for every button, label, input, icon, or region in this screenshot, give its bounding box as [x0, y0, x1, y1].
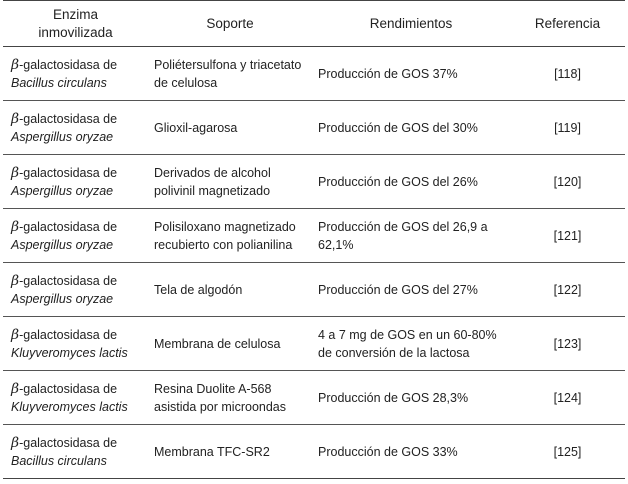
yield-cell: Producción de GOS 37% [312, 47, 510, 101]
enzyme-name [11, 110, 142, 128]
enzyme-name [11, 434, 142, 452]
enzyme-cell [3, 47, 148, 101]
enzyme-cell [3, 101, 148, 155]
reference-cell: [121] [510, 209, 625, 263]
enzyme-label: -galactosidasa de [19, 435, 118, 450]
reference-cell: [120] [510, 155, 625, 209]
reference-cell: [122] [510, 263, 625, 317]
header-enzyme [3, 1, 148, 47]
table-header-row [3, 1, 625, 47]
table-row [3, 263, 625, 317]
organism-name: Kluyveromyces lactis [11, 399, 128, 414]
support-cell: Tela de algodón [148, 263, 312, 317]
organism-name: Bacillus circulans [11, 453, 107, 468]
yield-cell: 4 a 7 mg de GOS en un 60-80% de conversión de la lactosa [312, 317, 510, 371]
table-row [3, 209, 625, 263]
table-row [3, 371, 625, 425]
header-enzyme-line1: Enzima [52, 6, 98, 22]
organism-name: Aspergillus oryzae [11, 237, 114, 252]
table-row [3, 47, 625, 101]
beta-symbol: β [11, 110, 20, 127]
organism-name: Aspergillus oryzae [11, 291, 114, 306]
beta-symbol: β [11, 56, 20, 73]
beta-symbol: β [11, 326, 20, 343]
enzyme-cell [3, 371, 148, 425]
support-cell: Poliétersulfona y triacetato de celulosa [148, 47, 312, 101]
enzyme-name [11, 56, 142, 74]
enzyme-label: -galactosidasa de [19, 165, 118, 180]
yield-cell: Producción de GOS del 26% [312, 155, 510, 209]
enzyme-label: -galactosidasa de [19, 219, 118, 234]
beta-symbol: β [11, 380, 20, 397]
reference-cell: [118] [510, 47, 625, 101]
enzyme-cell [3, 263, 148, 317]
reference-cell: [124] [510, 371, 625, 425]
support-cell: Derivados de alcohol polivinil magnetizado [148, 155, 312, 209]
organism-name: Bacillus circulans [11, 75, 107, 90]
enzyme-label: -galactosidasa de [19, 273, 118, 288]
enzyme-name [11, 326, 142, 344]
enzyme-label: -galactosidasa de [19, 57, 118, 72]
reference-cell: [125] [510, 425, 625, 479]
enzyme-label: -galactosidasa de [19, 111, 118, 126]
beta-symbol: β [11, 164, 20, 181]
enzyme-label: -galactosidasa de [19, 381, 118, 396]
organism-name: Aspergillus oryzae [11, 129, 114, 144]
header-yield: Rendimientos [312, 1, 510, 47]
enzyme-name [11, 164, 142, 182]
support-cell: Membrana de celulosa [148, 317, 312, 371]
header-reference: Referencia [510, 1, 625, 47]
yield-cell: Producción de GOS 28,3% [312, 371, 510, 425]
enzyme-name [11, 272, 142, 290]
enzyme-cell [3, 155, 148, 209]
table-row [3, 155, 625, 209]
yield-cell: Producción de GOS del 26,9 a 62,1% [312, 209, 510, 263]
reference-cell: [123] [510, 317, 625, 371]
enzyme-cell [3, 317, 148, 371]
table-row [3, 101, 625, 155]
yield-cell: Producción de GOS 33% [312, 425, 510, 479]
support-cell: Resina Duolite A-568 asistida por microondas [148, 371, 312, 425]
enzyme-label: -galactosidasa de [19, 327, 118, 342]
header-enzyme-line2: inmovilizada [38, 24, 113, 40]
header-support: Soporte [148, 1, 312, 47]
enzyme-cell [3, 209, 148, 263]
enzyme-name [11, 380, 142, 398]
beta-symbol: β [11, 272, 20, 289]
organism-name: Aspergillus oryzae [11, 183, 114, 198]
table-row [3, 317, 625, 371]
reference-cell: [119] [510, 101, 625, 155]
enzyme-name [11, 218, 142, 236]
enzyme-cell [3, 425, 148, 479]
beta-symbol: β [11, 434, 20, 451]
beta-symbol: β [11, 218, 20, 235]
support-cell: Membrana TFC-SR2 [148, 425, 312, 479]
table-row [3, 425, 625, 479]
support-cell: Polisiloxano magnetizado recubierto con polianilina [148, 209, 312, 263]
enzyme-table [3, 0, 625, 479]
organism-name: Kluyveromyces lactis [11, 345, 128, 360]
support-cell: Glioxil-agarosa [148, 101, 312, 155]
yield-cell: Producción de GOS del 27% [312, 263, 510, 317]
yield-cell: Producción de GOS del 30% [312, 101, 510, 155]
